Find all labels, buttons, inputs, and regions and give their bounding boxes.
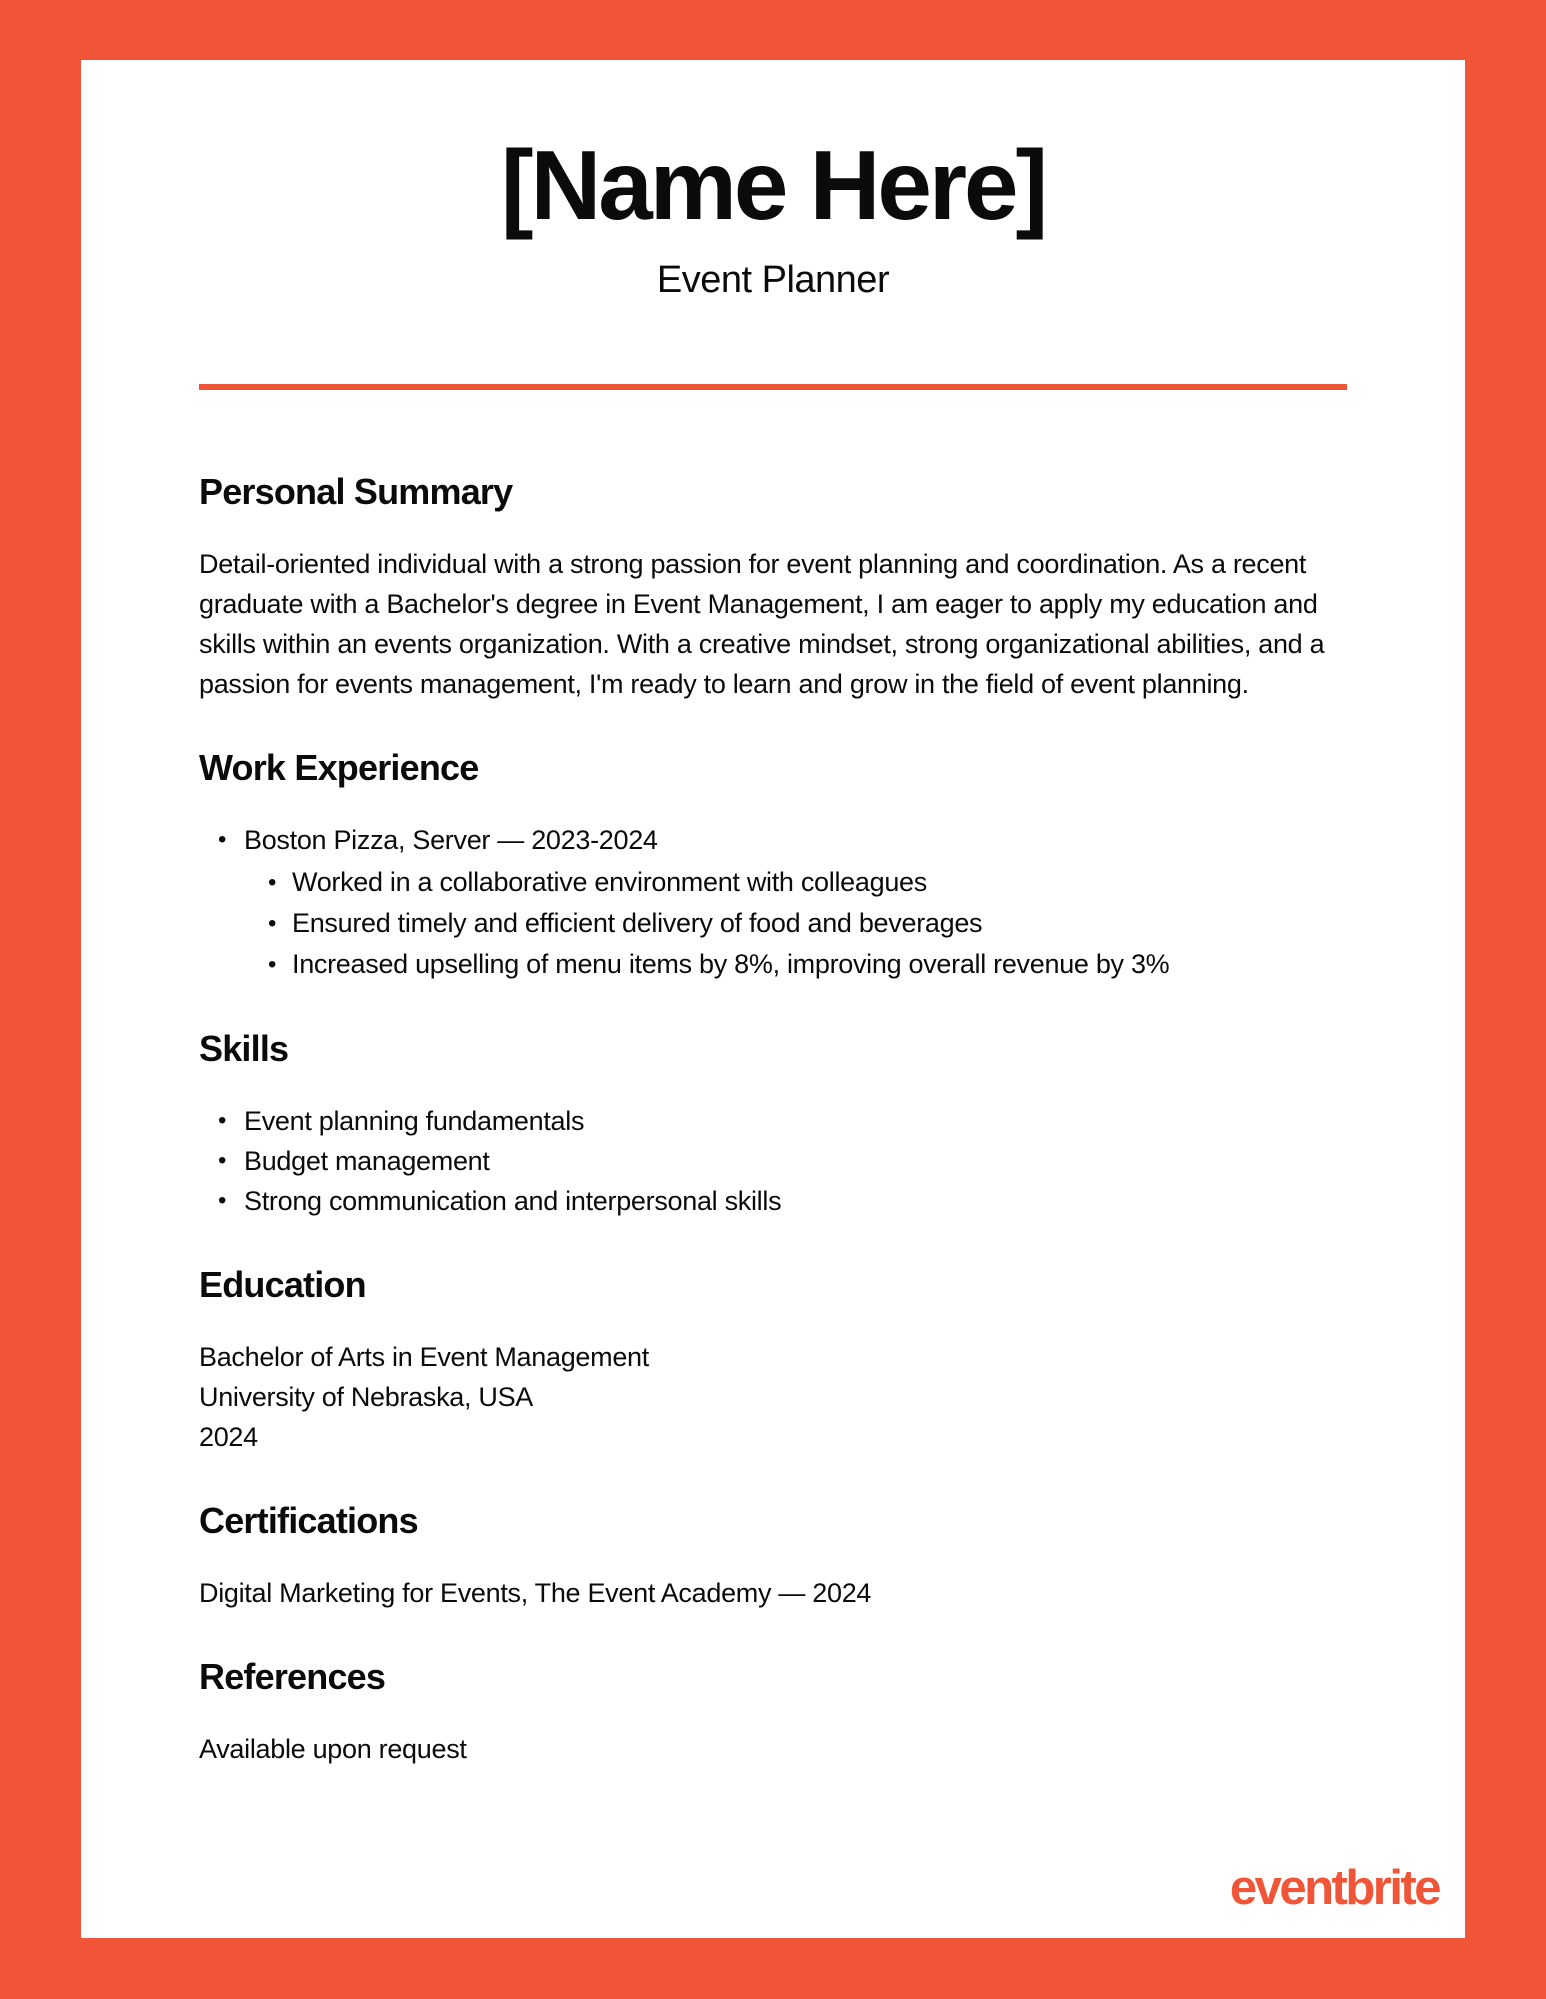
section-heading-personal-summary: Personal Summary — [199, 470, 513, 512]
section-heading-work-experience: Work Experience — [199, 746, 479, 788]
bullet-icon: • — [268, 909, 277, 937]
section-heading-references: References — [199, 1655, 386, 1697]
job-detail-text: Ensured timely and efficient delivery of food and beverages — [292, 907, 983, 938]
bullet-icon: • — [268, 950, 277, 978]
job-title-item — [199, 820, 1347, 985]
bullet-icon: • — [268, 868, 277, 896]
skill-item — [199, 1181, 1347, 1221]
job-detail-text: Increased upselling of menu items by 8%, improving overall revenue by 3% — [292, 948, 1170, 979]
job-details-list — [244, 862, 1347, 985]
education-block — [199, 1337, 1347, 1457]
skill-item — [199, 1141, 1347, 1181]
job-title-text: Boston Pizza, Server — 2023-2024 — [244, 824, 658, 855]
skill-text: Event planning fundamentals — [244, 1105, 585, 1136]
section-heading-certifications: Certifications — [199, 1499, 418, 1541]
resume-name-title: [Name Here] — [500, 130, 1046, 240]
resume-role-subtitle: Event Planner — [656, 258, 890, 301]
references-note: Available upon request — [199, 1733, 467, 1764]
personal-summary-paragraph: Detail-oriented individual with a strong passion for event planning and coordination. As a recent graduate with a Bachelor's degree in Event Management, I am eager to apply my education and skills within an events organization. With a creative mindset, strong organizational abilities, and a passion for events management, I'm ready to learn and grow in the field of event planning. — [199, 548, 1325, 699]
education-year: 2024 — [199, 1421, 258, 1452]
eventbrite-logo: eventbrite — [1229, 1861, 1439, 1915]
section-heading-skills: Skills — [199, 1027, 289, 1069]
education-degree: Bachelor of Arts in Event Management — [199, 1341, 649, 1372]
bullet-icon: • — [218, 1146, 227, 1174]
skill-item — [199, 1101, 1347, 1141]
bullet-icon: • — [218, 1106, 227, 1134]
job-detail-item — [244, 944, 1347, 985]
accent-divider — [199, 384, 1347, 390]
section-heading-education: Education — [199, 1263, 366, 1305]
skill-text: Budget management — [244, 1145, 490, 1176]
job-detail-text: Worked in a collaborative environment with colleagues — [292, 866, 927, 897]
skill-text: Strong communication and interpersonal skills — [244, 1185, 782, 1216]
bullet-icon: • — [218, 1186, 227, 1214]
certification-entry: Digital Marketing for Events, The Event Academy — 2024 — [199, 1577, 872, 1608]
job-detail-item — [244, 862, 1347, 903]
job-detail-item — [244, 903, 1347, 944]
skills-list — [199, 1101, 1347, 1221]
bullet-icon: • — [218, 825, 227, 853]
resume-card — [81, 60, 1465, 1938]
education-school: University of Nebraska, USA — [199, 1381, 534, 1412]
work-experience-list — [199, 820, 1347, 985]
